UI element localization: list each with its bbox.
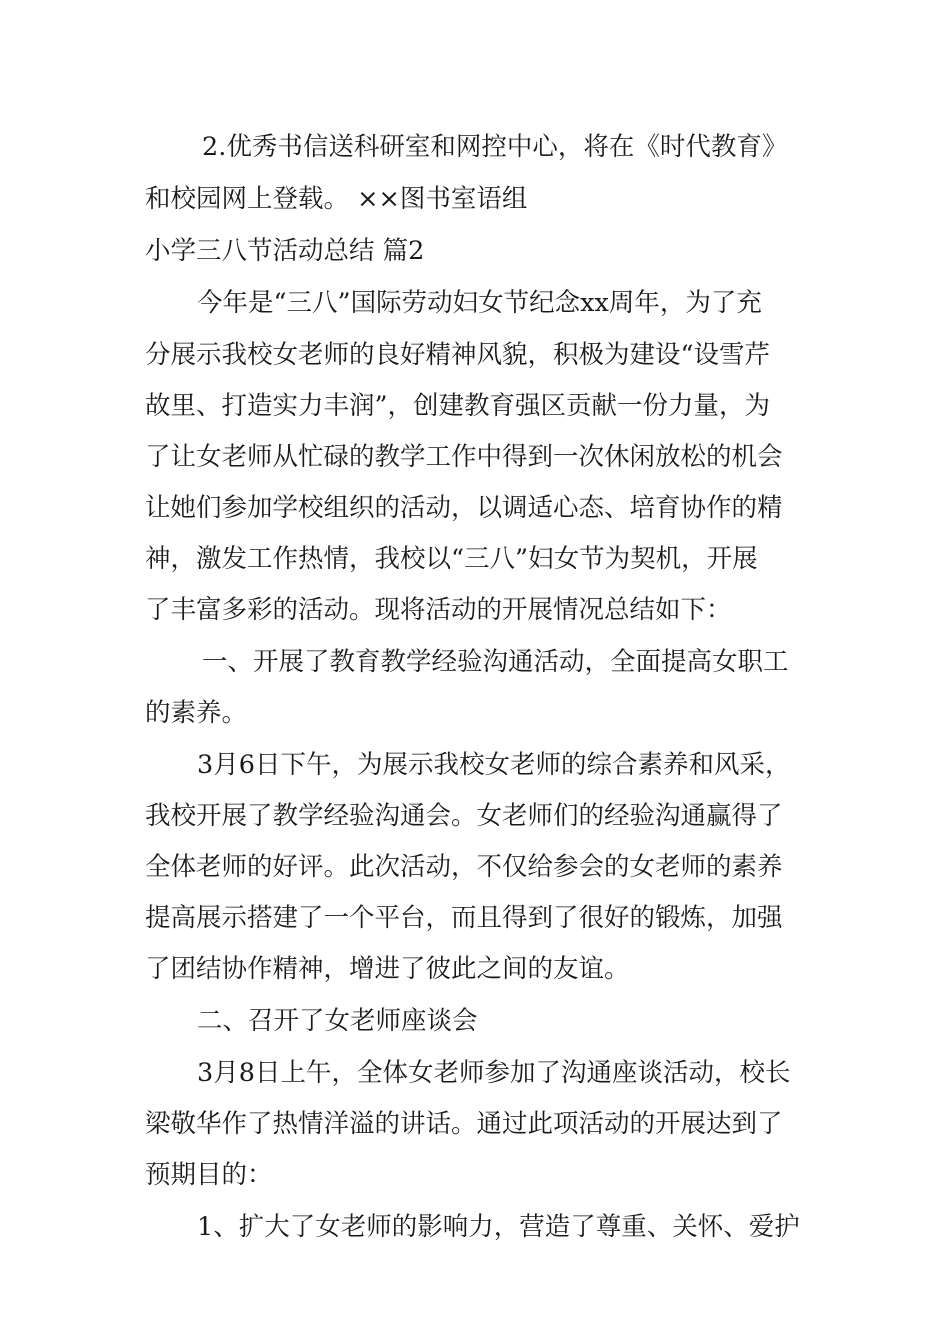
text-line: 神，激发工作热情，我校以“三八”妇女节为契机，开展	[145, 544, 758, 574]
text-line: 让她们参加学校组织的活动，以调适心态、培育协作的精	[145, 493, 783, 523]
text-line: 了团结协作精神，增进了彼此之间的友谊。	[145, 954, 630, 984]
text-line: 2.优秀书信送科研室和网控中心，将在《时代教育》	[202, 132, 788, 162]
text-line: 3月8日上午，全体女老师参加了沟通座谈活动，校长	[197, 1058, 791, 1088]
text-line: 提高展示搭建了一个平台，而且得到了很好的锻炼，加强	[145, 903, 783, 933]
text-line: 我校开展了教学经验沟通会。女老师们的经验沟通赢得了	[145, 801, 783, 831]
text-line: 分展示我校女老师的良好精神风貌，积极为建设“设雪芹	[145, 340, 771, 370]
text-line: 1、扩大了女老师的影响力，营造了尊重、关怀、爱护	[197, 1212, 800, 1242]
text-line: 故里、打造实力丰润”，创建教育强区贡献一份力量，为	[145, 391, 771, 421]
text-line: 了丰富多彩的活动。现将活动的开展情况总结如下：	[145, 595, 732, 625]
text-line: 预期目的：	[145, 1160, 273, 1190]
text-line: 今年是“三八”国际劳动妇女节纪念xx周年，为了充	[197, 288, 762, 318]
text-line: 二、召开了女老师座谈会	[197, 1006, 478, 1036]
text-line: 的素养。	[145, 698, 248, 728]
text-line: 了让女老师从忙碌的教学工作中得到一次休闲放松的机会	[145, 442, 783, 472]
text-line: 和校园网上登载。 ××图书室语组	[145, 184, 528, 214]
section-heading: 小学三八节活动总结 篇2	[145, 236, 425, 266]
text-line: 梁敬华作了热情洋溢的讲话。通过此项活动的开展达到了	[145, 1109, 783, 1139]
text-line: 3月6日下午，为展示我校女老师的综合素养和风采，	[197, 750, 791, 780]
text-line: 全体老师的好评。此次活动，不仅给参会的女老师的素养	[145, 852, 783, 882]
text-line: 一、开展了教育教学经验沟通活动，全面提高女职工	[202, 647, 789, 677]
